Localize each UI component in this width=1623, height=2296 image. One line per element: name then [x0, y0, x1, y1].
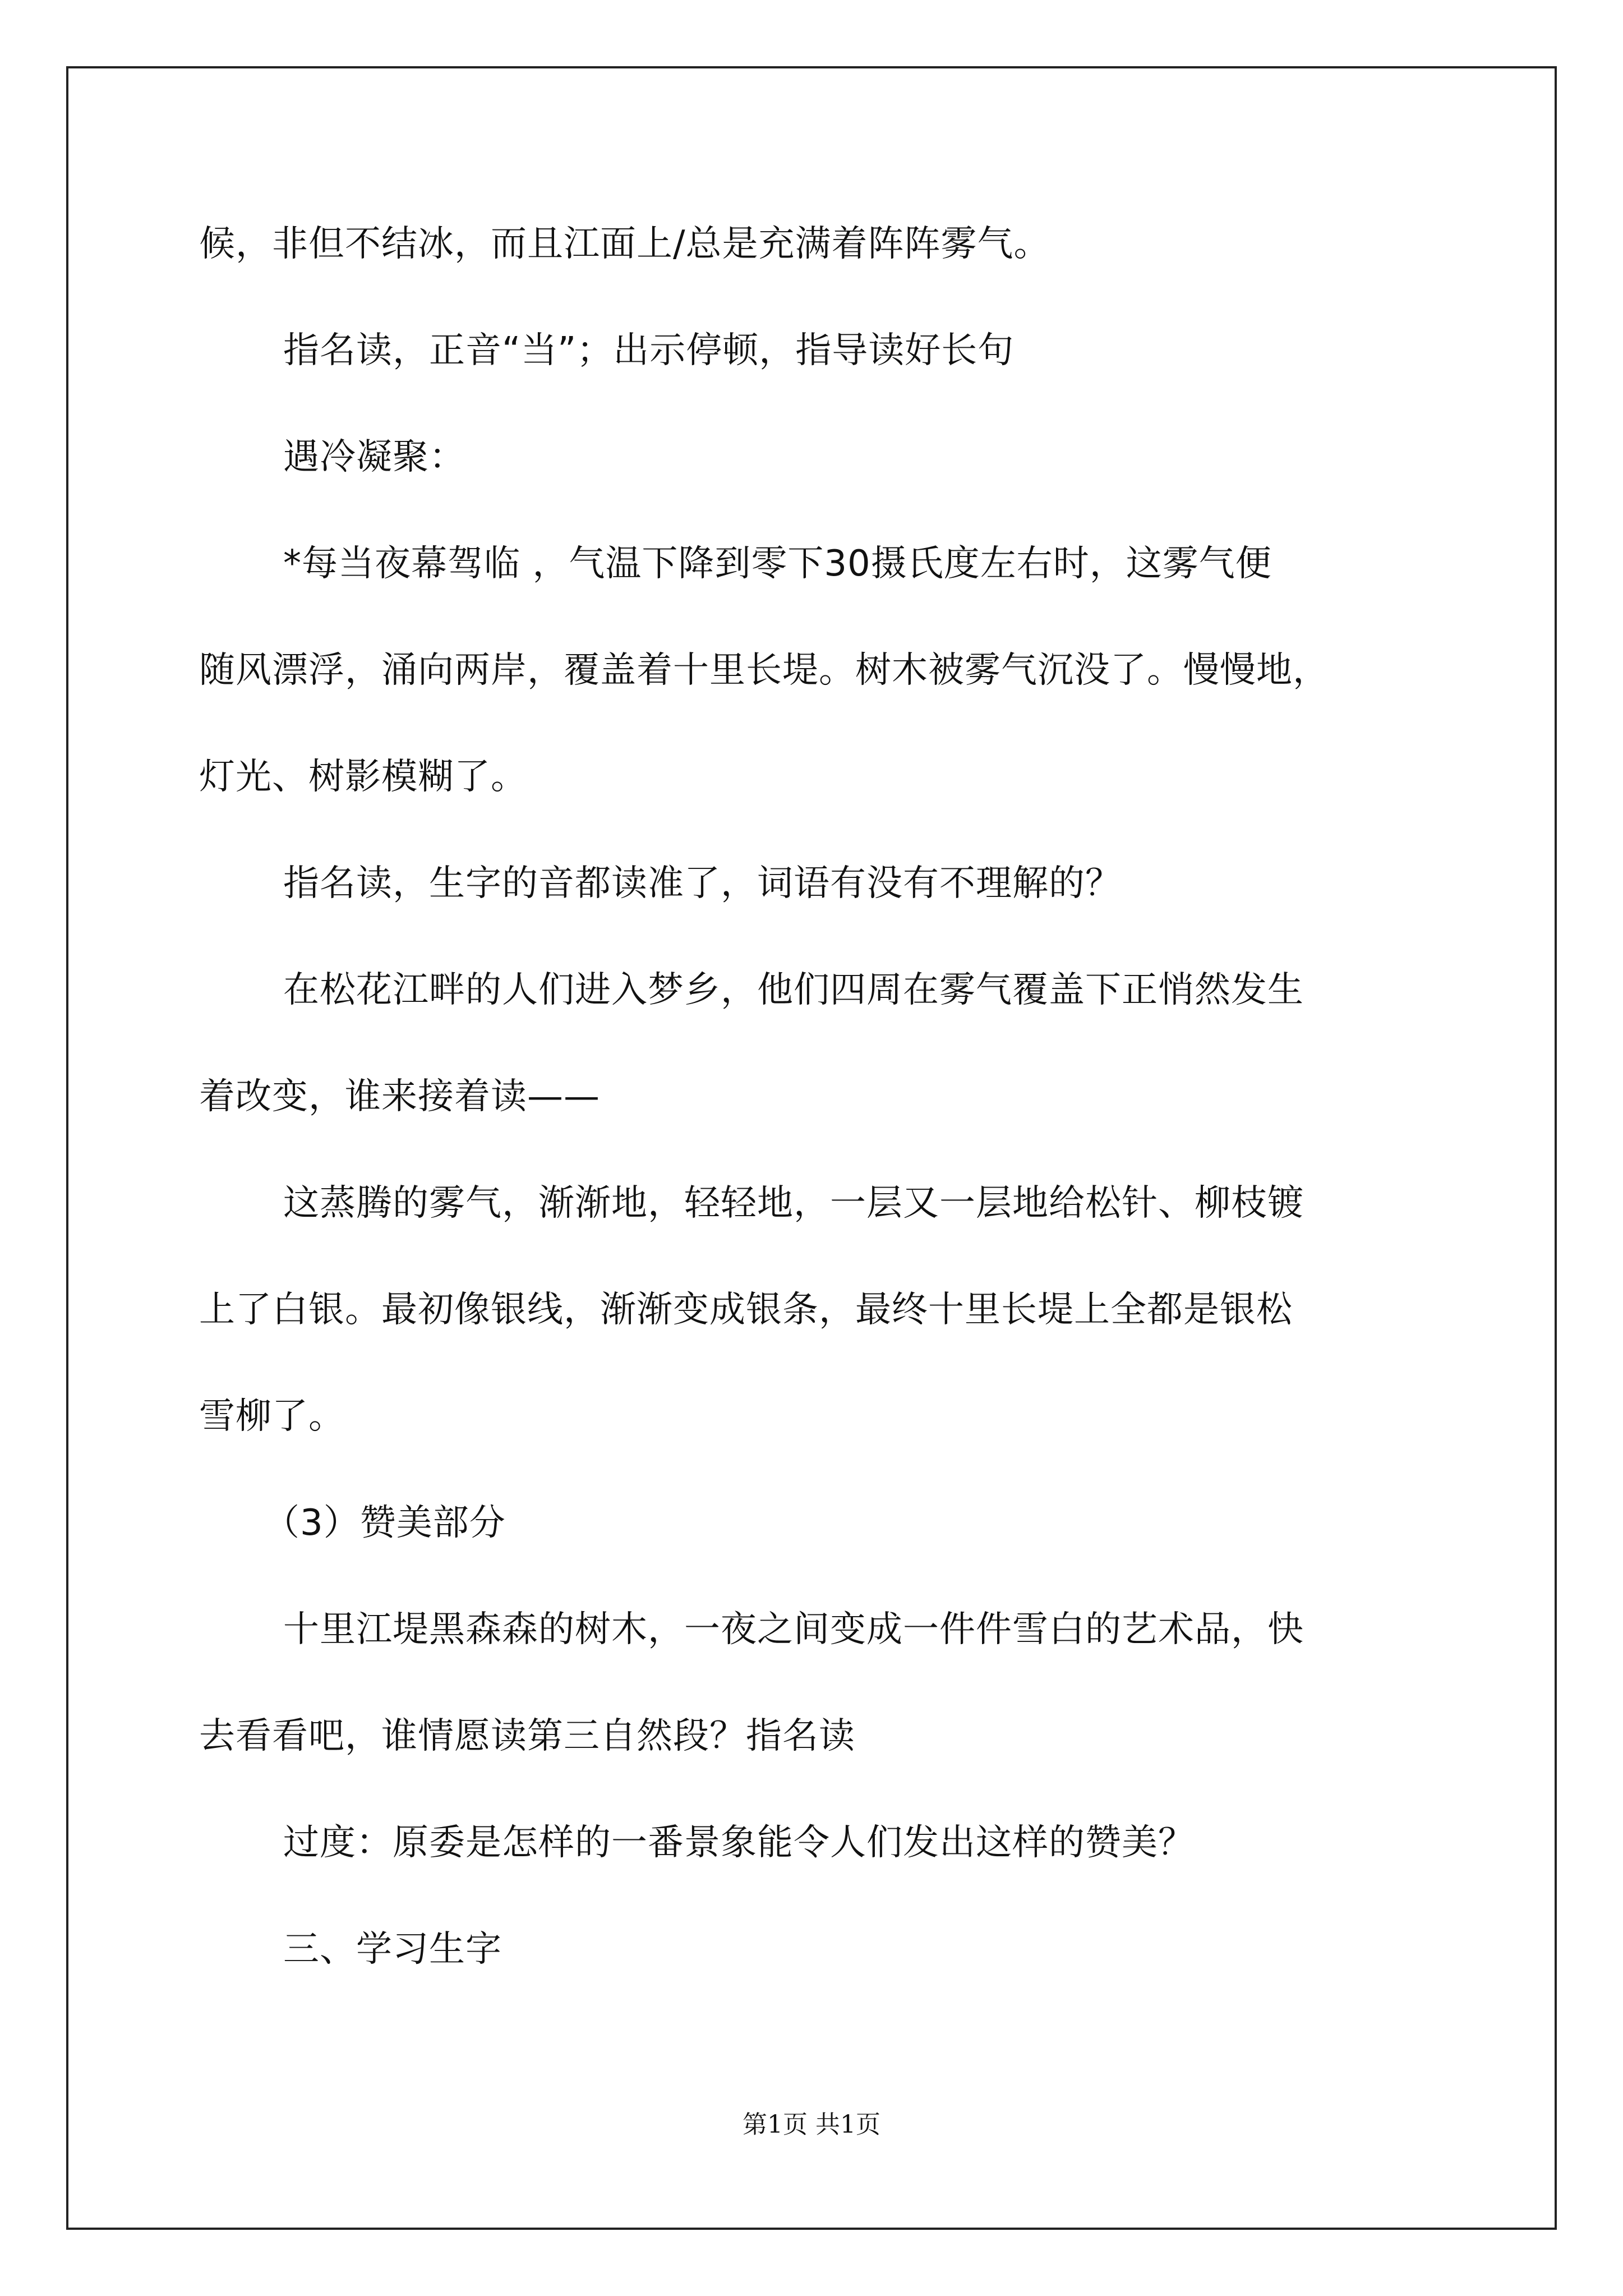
text-line: 候，非但不结冰，而且江面上/总是充满着阵阵雾气。 [199, 223, 1050, 265]
text-line: 在松花江畔的人们进入梦乡，他们四周在雾气覆盖下正悄然发生 [283, 969, 1304, 1011]
text-line: 灯光、树影模糊了。 [199, 756, 527, 798]
text-line: 去看看吧，谁情愿读第三自然段？指名读 [199, 1715, 855, 1757]
text-line: 十里江堤黑森森的树木，一夜之间变成一件件雪白的艺术品，快 [283, 1609, 1304, 1650]
page-border [66, 66, 1557, 2230]
text-line: 着改变，谁来接着读—— [199, 1076, 600, 1117]
text-line: 这蒸腾的雾气，渐渐地，轻轻地，一层又一层地给松针、柳枝镀 [283, 1182, 1304, 1224]
text-line: 上了白银。最初像银线，渐渐变成银条，最终十里长堤上全都是银松 [199, 1289, 1293, 1331]
text-line: 指名读，生字的音都读准了，词语有没有不理解的？ [283, 863, 1122, 904]
text-line: 随风漂浮，涌向两岸，覆盖着十里长堤。树木被雾气沉没了。慢慢地， [199, 650, 1329, 691]
text-line: 遇冷凝聚： [283, 436, 465, 478]
section-heading: 三、学习生字 [283, 1929, 502, 1970]
page-number: 第1页 共1页 [743, 2110, 880, 2139]
text-line: 过度：原委是怎样的一番景象能令人们发出这样的赞美？ [283, 1822, 1195, 1864]
section-heading: （3）赞美部分 [264, 1502, 506, 1544]
text-line: 指名读，正音“当”；出示停顿，指导读好长句 [283, 330, 1015, 371]
text-line: 雪柳了。 [199, 1396, 345, 1437]
text-line: *每当夜幕驾临 ，气温下降到零下30摄氏度左右时，这雾气便 [283, 543, 1272, 585]
